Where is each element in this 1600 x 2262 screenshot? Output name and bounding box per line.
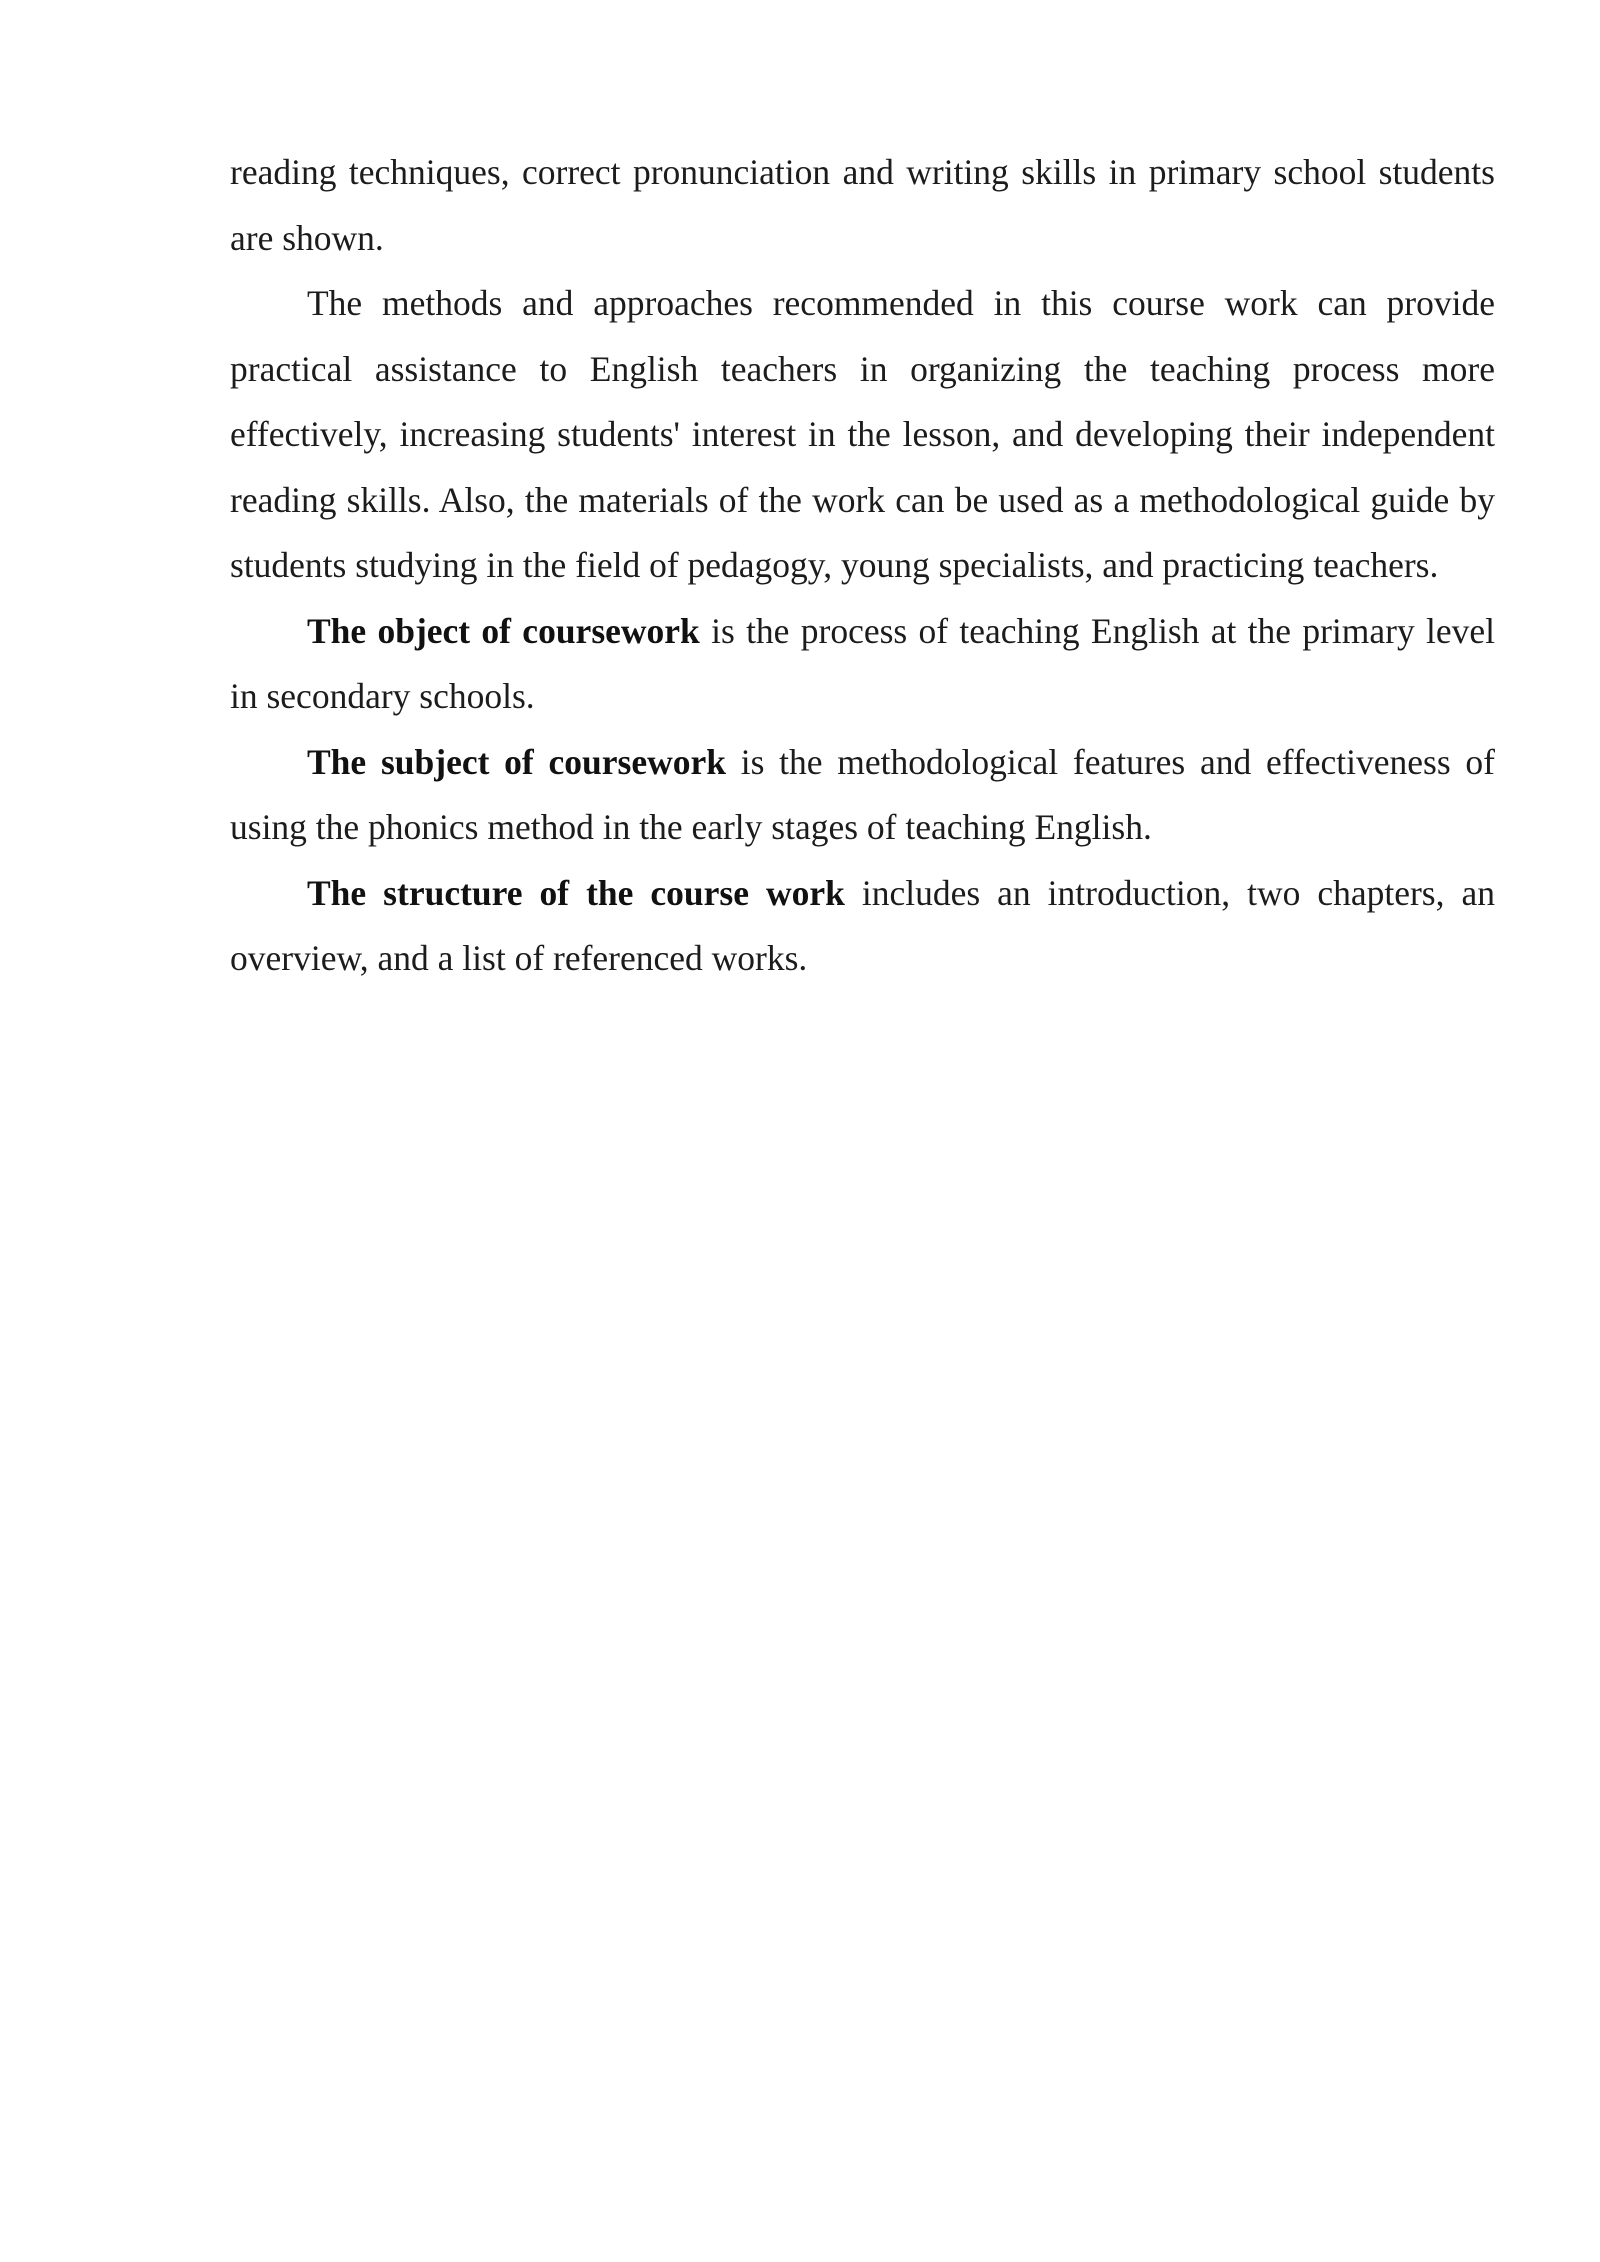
paragraph-text: is the methodological features and effectiveness of using the phonics method in the early stages of teaching English.	[230, 741, 1495, 847]
paragraph-bold-lead: The subject of coursework	[307, 741, 726, 782]
paragraph-continuation	[230, 140, 1495, 271]
paragraph-object	[230, 599, 1495, 730]
paragraph-bold-lead: The object of coursework	[307, 610, 700, 651]
document-body	[230, 140, 1495, 992]
paragraph-subject	[230, 730, 1495, 861]
paragraph-text: reading techniques, correct pronunciation and writing skills in primary school students are shown.	[230, 152, 1495, 258]
paragraph-bold-lead: The structure of the course work	[307, 872, 845, 913]
paragraph-text: is the process of teaching English at the primary level in secondary schools.	[230, 610, 1495, 716]
paragraph-text: includes an introduction, two chapters, an overview, and a list of referenced works.	[230, 872, 1495, 978]
paragraph-text: The methods and approaches recommended in this course work can provide practical assistance to English teachers in organizing the teaching process more effectively, increasing students' interest in the lesson, and developing their independent reading skills. Also, the materials of the work can be used as a methodological guide by students studying in the field of pedagogy, young specialists, and practicing teachers.	[230, 283, 1495, 585]
paragraph-methods	[230, 271, 1495, 599]
paragraph-structure	[230, 861, 1495, 992]
